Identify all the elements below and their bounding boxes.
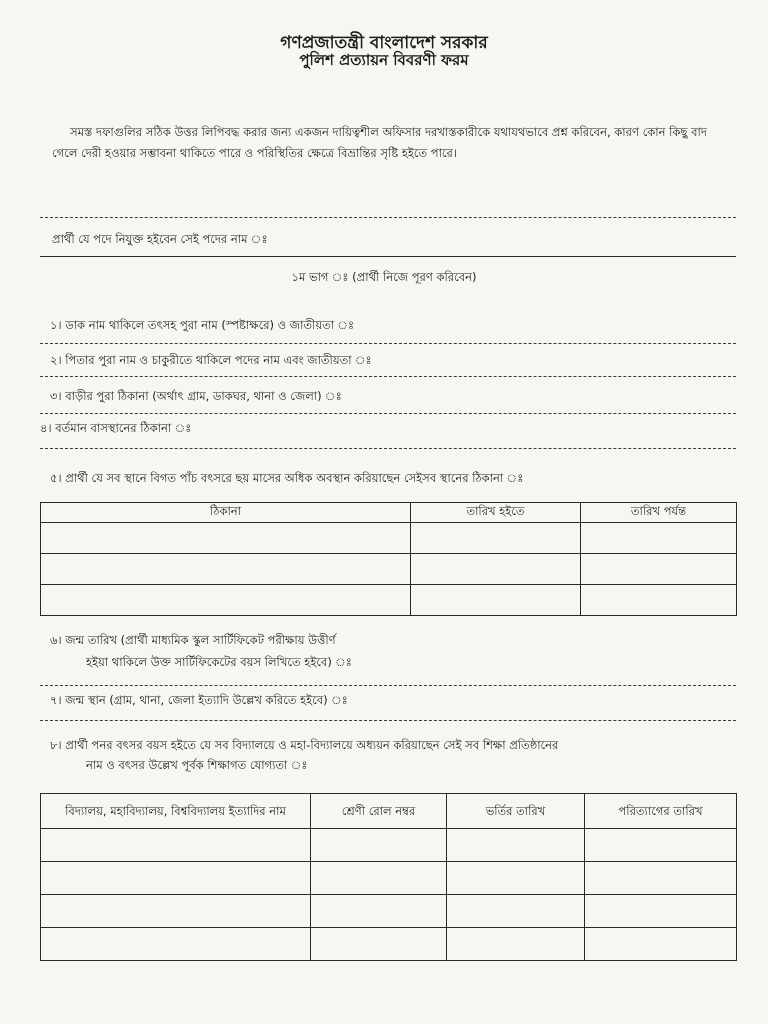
table-cell[interactable] [585,895,737,928]
column-header-address: ঠিকানা [41,503,411,523]
question-3-label: ৩। বাড়ীর পুরা ঠিকানা (অর্থাৎ গ্রাম, ডাকঘর, থানা ও জেলা) ঃ [50,389,342,403]
table-cell[interactable] [411,523,581,554]
column-header-class-roll: শ্রেণী রোল নম্বর [311,794,447,829]
table-cell[interactable] [581,554,737,585]
table-row [41,829,737,862]
column-header-institution: বিদ্যালয়, মহাবিদ্যালয়, বিশ্ববিদ্যালয় ইত্যাদির নাম [41,794,311,829]
instructions-paragraph: সমস্ত দফাগুলির সঠিক উত্তর লিপিবদ্ধ করার জন্য একজন দায়িত্বশীল অফিসার দরখাস্তকারীকে যথাযথভাবে প্রশ্ন করিবেন, কারণ কোন কিছু বাদ গেলে দেরী হওয়ার সম্ভাবনা থাকিতে পারে ও পরিস্থিতির ক্ষেত্রে বিভ্রান্তির সৃষ্টি হইতে পারে। [52,125,707,160]
table-header-row [41,794,737,829]
column-header-leaving-date: পরিত্যাগের তারিখ [585,794,737,829]
table-cell[interactable] [585,928,737,961]
table-cell[interactable] [311,862,447,895]
table-row [41,585,737,616]
table-cell[interactable] [41,585,411,616]
table-row [41,895,737,928]
part-one-heading: ১ম ভাগ ঃ (প্রার্থী নিজে পূরণ করিবেন) [291,270,477,284]
question-1-answer-line[interactable] [40,343,736,344]
question-7-label: ৭। জন্ম স্থান (গ্রাম, থানা, জেলা ইত্যাদি উল্লেখ করিতে হইবে) ঃ [50,693,348,707]
question-4-answer-line[interactable] [40,448,736,449]
column-header-date-to: তারিখ পর্যন্ত [581,503,737,523]
question-6-label-line-2: হইয়া থাকিলে উক্ত সার্টিফিকেটের বয়স লিখিতে হইবে) ঃ [86,655,352,669]
question-4-label: ৪। বর্তমান বাসস্থানের ঠিকানা ঃ [40,421,192,435]
question-7-answer-line[interactable] [40,720,736,721]
address-history-table [40,502,737,616]
table-row [41,554,737,585]
table-cell[interactable] [41,862,311,895]
column-header-date-from: তারিখ হইতে [411,503,581,523]
table-cell[interactable] [411,585,581,616]
form-subtitle: পুলিশ প্রত্যায়ন বিবরণী ফরম [299,51,469,69]
table-cell[interactable] [581,523,737,554]
table-header-row [41,503,737,523]
table-cell[interactable] [41,928,311,961]
question-5-label: ৫। প্রার্থী যে সব স্থানে বিগত পাঁচ বৎসরে ছয় মাসের অধিক অবস্থান করিয়াছেন সেইসব স্থানের ঠিকানা ঃ [50,471,524,485]
table-cell[interactable] [311,895,447,928]
table-cell[interactable] [447,862,585,895]
question-2-label: ২। পিতার পুরা নাম ও চাকুরীতে থাকিলে পদের নাম এবং জাতীয়তা ঃ [50,353,372,367]
table-row [41,523,737,554]
question-6-label-line-1: ৬। জন্ম তারিখ (প্রার্থী মাধ্যমিক স্কুল সার্টিফিকেট পরীক্ষায় উত্তীর্ণ [50,633,336,647]
table-cell[interactable] [411,554,581,585]
table-row [41,928,737,961]
question-8-label-line-2: নাম ও বৎসর উল্লেখ পূর্বক শিক্ষাগত যোগ্যতা ঃ [86,758,308,772]
table-cell[interactable] [41,895,311,928]
question-2-answer-line[interactable] [40,376,736,377]
table-row [41,862,737,895]
table-cell[interactable] [447,895,585,928]
question-8-label-line-1: ৮। প্রার্থী পনর বৎসর বয়স হইতে যে সব বিদ্যালয়ে ও মহা-বিদ্যালয়ে অধ্যয়ন করিয়াছেন সেই সব শিক্ষা প্রতিষ্ঠানের [50,738,559,752]
table-cell[interactable] [41,554,411,585]
question-6-answer-line[interactable] [40,685,736,686]
form-title: গণপ্রজাতন্ত্রী বাংলাদেশ সরকার [280,33,488,53]
table-cell[interactable] [581,585,737,616]
table-cell[interactable] [585,862,737,895]
table-cell[interactable] [447,829,585,862]
table-cell[interactable] [447,928,585,961]
question-3-answer-line[interactable] [40,413,736,414]
table-cell[interactable] [585,829,737,862]
education-history-table [40,793,737,961]
post-name-label: প্রার্থী যে পদে নিযুক্ত হইবেন সেই পদের নাম ঃ [52,232,268,246]
post-name-field-line[interactable] [40,256,736,257]
table-cell[interactable] [311,829,447,862]
table-cell[interactable] [41,523,411,554]
column-header-admission-date: ভর্তির তারিখ [447,794,585,829]
divider [40,217,736,218]
table-cell[interactable] [311,928,447,961]
table-cell[interactable] [41,829,311,862]
question-1-label: ১। ডাক নাম থাকিলে তৎসহ পুরা নাম (স্পষ্টাক্ষরে) ও জাতীয়তা ঃ [50,318,355,332]
